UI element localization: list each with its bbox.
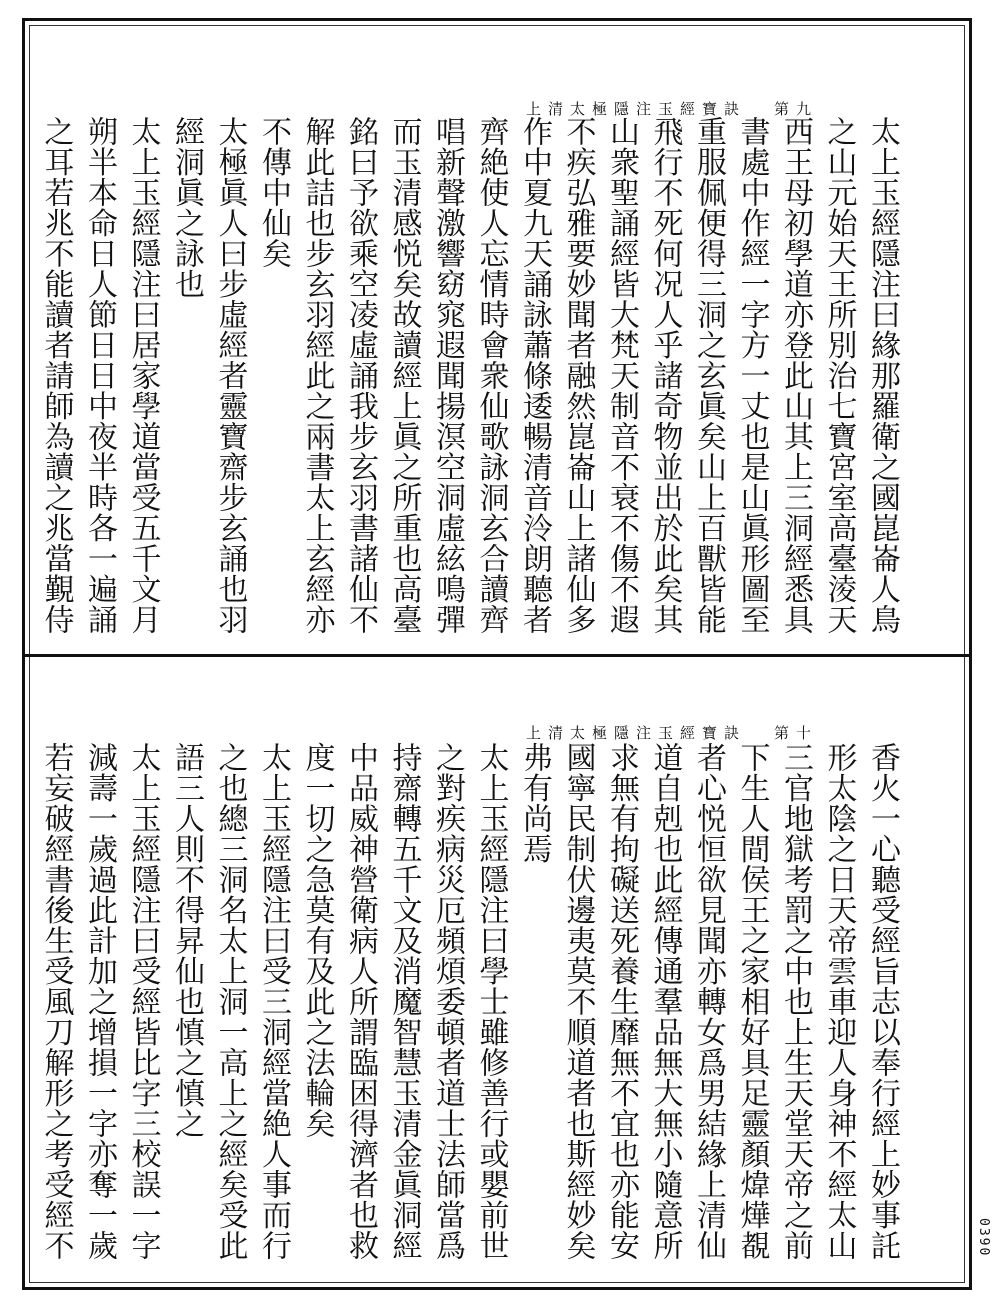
text-column: 經洞眞之詠也	[169, 116, 204, 299]
text-column: 作中夏九天誦詠蕭條逶暢清音泠朗聽者	[517, 116, 552, 635]
bottom-panel	[36, 668, 936, 1280]
text-column: 之耳若兆不能讀者請師為讀之兆當覲侍	[38, 116, 74, 635]
top-panel	[36, 30, 936, 650]
text-column: 度一切之急莫有及此之法輪矣	[299, 742, 335, 1139]
text-column: 太上玉經隱注曰緣那羅衛之國崑崙人鳥	[865, 116, 900, 635]
text-column: 中品威神營衛病人所謂臨困得濟者也救	[343, 742, 378, 1261]
text-column: 書處中作經一字方一丈也是山眞形圖至	[734, 116, 770, 635]
text-column: 西王母初學道亦登此山其上三洞經悉具	[778, 116, 813, 635]
text-column: 齊絶使人忘情時會衆仙歌詠洞玄合讀齊	[473, 116, 509, 635]
text-column: 不傳中仙矣	[256, 116, 291, 269]
text-column: 之對疾病災厄頻煩委頓者道士法師當爲	[430, 742, 465, 1261]
text-column: 減壽一歲過此計加之增損一字亦奪一歲	[82, 742, 117, 1261]
text-column: 弗有尚焉	[517, 742, 552, 864]
text-column: 太上玉經隱注曰受三洞經當絶人事而行	[256, 742, 291, 1261]
text-column: 三官地獄考罰之中也上生天堂天帝之前	[778, 742, 813, 1261]
text-column: 太上玉經隱注曰受經皆比字三校誤一字	[125, 742, 161, 1261]
text-column: 之也總三洞名太上洞一高上之經矣受此	[212, 742, 248, 1261]
text-column: 形太陰之日天帝雲車迎人身神不經太山	[821, 742, 857, 1261]
text-column: 解此詰也步玄羽經此之兩書太上玄經亦	[299, 116, 335, 635]
text-column: 太上玉經隱注曰學士雖修善行或嬰前世	[473, 742, 509, 1261]
text-column: 者心悦恒欲見聞亦轉女爲男結緣上清仙	[691, 742, 726, 1261]
text-column: 求無有拘礙送死養生靡無不宜也亦能安	[604, 742, 639, 1261]
text-column: 朔半本命日人節日日中夜半時各一遍誦	[82, 116, 117, 635]
top-header-section: 第九	[773, 100, 818, 118]
bottom-header-title: 上清太極隱注玉經寶訣	[525, 724, 746, 742]
page-number: 0390	[976, 1218, 991, 1258]
bottom-running-header	[526, 722, 818, 743]
text-column: 而玉清感悦矣故讀經上眞之所重也高臺	[386, 116, 422, 635]
text-column: 太上玉經隱注曰居家學道當受五千文月	[125, 116, 161, 635]
text-column: 山衆聖誦經皆大梵天制音不衰不傷不遐	[604, 116, 639, 635]
text-column: 銘曰予欲乘空凌虛誦我步玄羽書諸仙不	[343, 116, 378, 635]
text-column: 太極眞人曰步虛經者靈寶齋步玄誦也羽	[212, 116, 248, 635]
text-column: 唱新聲激響窈窕遐聞揚溟空洞虛絃鳴彈	[430, 116, 465, 635]
text-column: 若妄破經書後生受風刀解形之考受經不	[38, 742, 74, 1261]
text-column: 道自剋也此經傳通羣品無大無小隨意所	[647, 742, 683, 1261]
text-column: 不疾弘雅要妙聞者融然崑崙山上諸仙多	[560, 116, 596, 635]
bottom-text-columns	[32, 742, 902, 1282]
text-column: 國寧民制伏邊夷莫不順道者也斯經妙矣	[560, 742, 596, 1261]
text-column: 飛行不死何况人乎諸奇物並出於此矣其	[647, 116, 683, 635]
top-header-title: 上清太極隱注玉經寶訣	[525, 100, 746, 118]
text-column: 之山元始天王所別治七寶宮室高臺淩天	[821, 116, 857, 635]
text-column: 持齋轉五千文及消魔智慧玉清金眞洞經	[386, 742, 422, 1261]
text-column: 下生人間侯王之家相好具足靈顏煒燁覩	[734, 742, 770, 1261]
bottom-header-section: 第十	[773, 724, 818, 742]
text-column: 重服佩便得三洞之玄眞矣山上百獸皆能	[691, 116, 726, 635]
top-text-columns	[32, 116, 902, 656]
text-column: 香火一心聽受經旨志以奉行經上妙事託	[865, 742, 900, 1261]
text-column: 語三人則不得昇仙也慎之慎之	[169, 742, 204, 1139]
